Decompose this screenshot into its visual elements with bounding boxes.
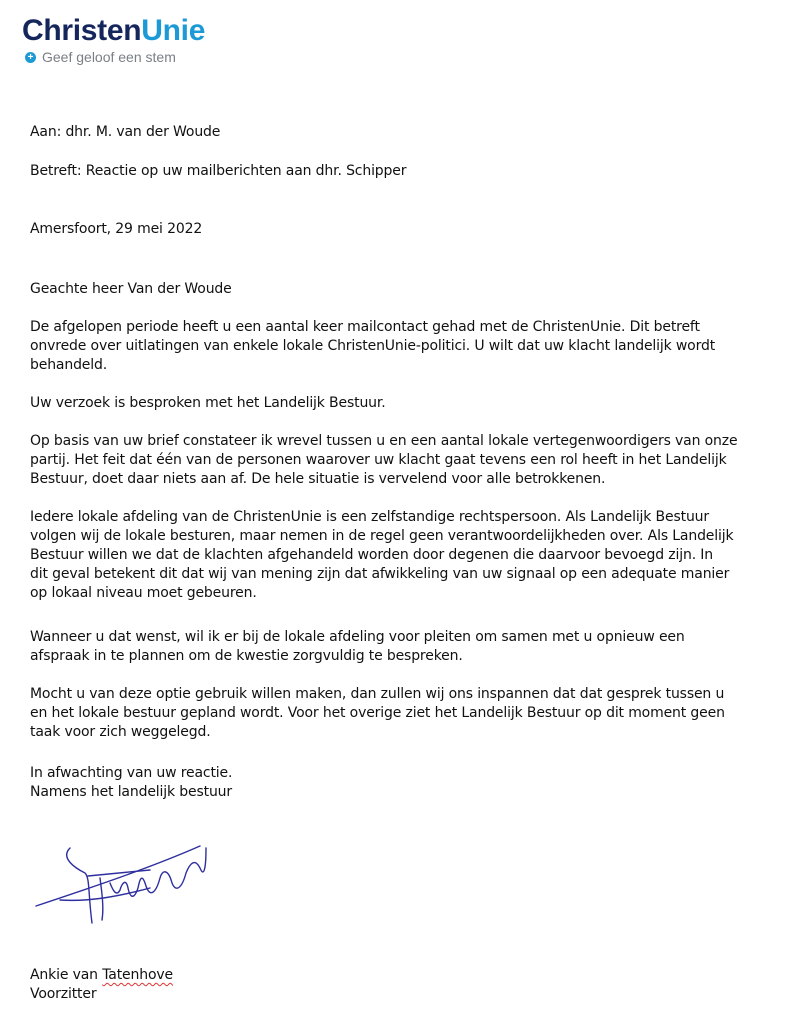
line: taak voor zich weggelegd.: [30, 724, 211, 740]
line: Wanneer u dat wenst, wil ik er bij de lokale afdeling voor pleiten om samen met u opnieuw een: [30, 629, 685, 645]
line: Uw verzoek is besproken met het Landelijk Bestuur.: [30, 395, 386, 411]
paragraph-4: [30, 508, 770, 603]
line: behandeld.: [30, 357, 108, 373]
paragraph-5: [30, 628, 770, 666]
line: De afgelopen periode heeft u een aantal keer mailcontact gehad met de ChristenUnie. Dit betreft: [30, 319, 700, 335]
subject-line: Betreft: Reactie op uw mailberichten aan dhr. Schipper: [30, 163, 407, 179]
line: afspraak in te plannen om de kwestie zorgvuldig te bespreken.: [30, 648, 463, 664]
on-behalf: Namens het landelijk bestuur: [30, 784, 232, 800]
tagline-text: Geef geloof een stem: [42, 49, 176, 65]
logo-part-unie: Unie: [141, 14, 206, 47]
signature: [30, 828, 240, 933]
line: en het lokale bestuur gepland wordt. Voor het overige ziet het Landelijk Bestuur op dit moment geen: [30, 705, 725, 721]
closing: In afwachting van uw reactie.: [30, 765, 233, 781]
salutation: Geachte heer Van der Woude: [30, 281, 232, 297]
line: Bestuur willen we dat de klachten afgehandeld worden door degenen die daarvoor bevoegd zijn. In: [30, 547, 713, 563]
signer-last: Tatenhove: [102, 967, 173, 983]
line: volgen wij de lokale besturen, maar nemen in de regel geen verantwoordelijkheden over. Als Landelijk: [30, 528, 734, 544]
signature-stroke: [100, 848, 206, 920]
tagline: [22, 49, 205, 65]
paragraph-1: [30, 318, 770, 375]
line: Iedere lokale afdeling van de ChristenUnie is een zelfstandige rechtspersoon. Als Landelijk Bestuur: [30, 509, 710, 525]
logo-part-christen: Christen: [22, 14, 142, 47]
signature-stroke: [88, 870, 150, 876]
line: Mocht u van deze optie gebruik willen maken, dan zullen wij ons inspannen dat dat gesprek tussen u: [30, 686, 725, 702]
signature-stroke: [60, 888, 150, 900]
line: Op basis van uw brief constateer ik wrevel tussen u en een aantal lokale vertegenwoordigers van onze: [30, 433, 738, 449]
line: onvrede over uitlatingen van enkele lokale ChristenUnie-politici. U wilt dat uw klacht landelijk wordt: [30, 338, 716, 354]
line: dit geval betekent dit dat wij van mening zijn dat afwikkeling van uw signaal op een adequate manier: [30, 566, 730, 582]
paragraph-2: [30, 394, 770, 413]
christenunie-logo: [22, 14, 205, 65]
signature-stroke: [36, 846, 200, 906]
signer-name: [30, 966, 173, 985]
logo-wordmark: [22, 14, 205, 48]
signature-stroke: [67, 848, 92, 923]
paragraph-6: [30, 685, 770, 742]
line: partij. Het feit dat één van de personen waarover uw klacht gaat tevens een rol heeft in het Landelijk: [30, 452, 727, 468]
plus-circle-icon: +: [25, 52, 36, 63]
signer-first: Ankie van: [30, 967, 103, 983]
line: op lokaal niveau moet gebeuren.: [30, 585, 257, 601]
line: Bestuur, doet daar niets aan af. De hele situatie is vervelend voor alle betrokkenen.: [30, 471, 606, 487]
signer-role: Voorzitter: [30, 986, 97, 1002]
paragraph-3: [30, 432, 770, 489]
recipient-line: Aan: dhr. M. van der Woude: [30, 124, 221, 140]
place-date: Amersfoort, 29 mei 2022: [30, 221, 203, 237]
